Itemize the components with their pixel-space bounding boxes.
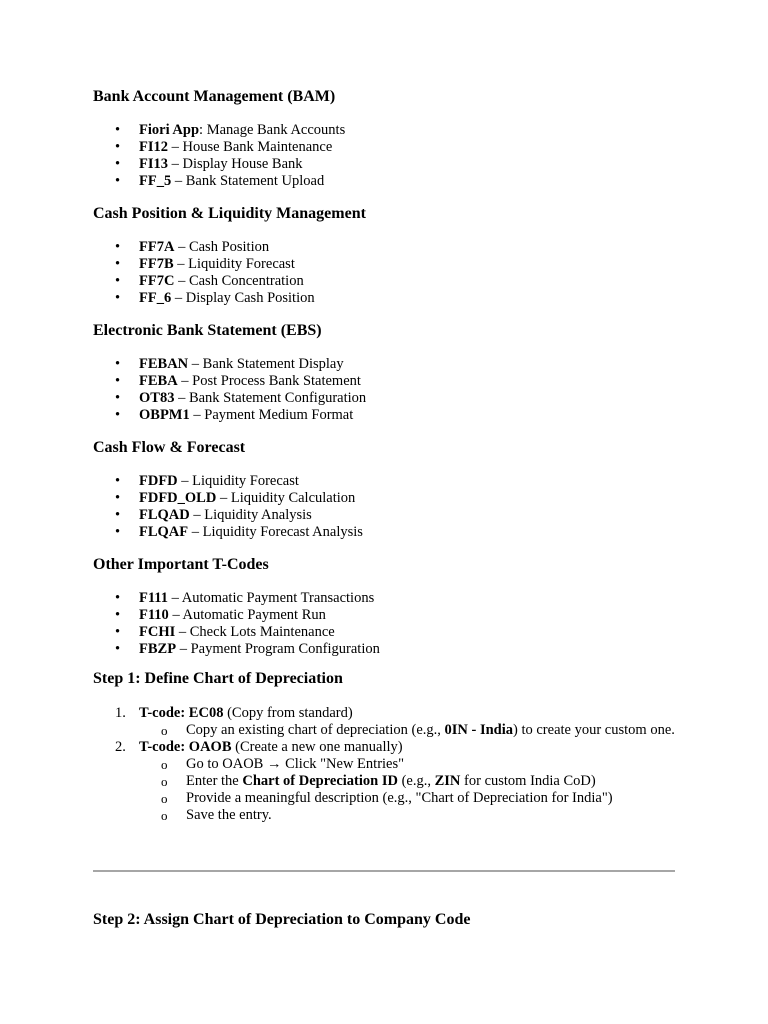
step-number: 1. [115, 705, 126, 721]
document-body [93, 86, 683, 824]
substep-text: 0IN - India [444, 722, 514, 738]
tcode: FBZP [139, 641, 177, 657]
substep-item [139, 773, 683, 790]
tcode: FF_6 [139, 290, 172, 306]
separator: – [171, 173, 186, 189]
step-item [93, 739, 683, 824]
separator: – [174, 390, 189, 406]
tcode: FF7B [139, 256, 174, 272]
step-note: (Create a new one manually) [231, 739, 403, 755]
list-item [93, 122, 683, 139]
list-item [93, 607, 683, 624]
step1-section [93, 668, 683, 824]
substep-text: Go to OAOB [186, 756, 267, 772]
bullet-icon: • [115, 239, 121, 255]
circle-bullet-icon: o [161, 774, 168, 789]
substep-text: Click "New Entries" [281, 756, 405, 772]
separator: : [199, 122, 207, 138]
list-item [93, 290, 683, 307]
bullet-icon: • [115, 173, 121, 189]
tcode-description: Liquidity Analysis [204, 507, 312, 523]
bullet-icon: • [115, 507, 121, 523]
bullet-icon: • [115, 473, 121, 489]
tcode: FI12 [139, 139, 168, 155]
tcode: FF7C [139, 273, 175, 289]
list-item [93, 373, 683, 390]
list-item [93, 590, 683, 607]
bullet-icon: • [115, 407, 121, 423]
bullet-icon: • [115, 290, 121, 306]
step1-heading: Step 1: Define Chart of Depreciation [93, 670, 343, 687]
separator: – [189, 407, 205, 423]
tcode-description: Manage Bank Accounts [206, 122, 346, 138]
step1-list [93, 705, 683, 824]
list-item [93, 390, 683, 407]
list-item [93, 139, 683, 156]
list-item [93, 156, 683, 173]
section-heading: Other Important T-Codes [93, 556, 269, 573]
tcode-description: Display House Bank [182, 156, 303, 172]
tcode: Fiori App [139, 122, 200, 138]
separator: – [174, 273, 189, 289]
step-tcode: T-code: OAOB [139, 739, 232, 755]
substep-text: (e.g., [397, 773, 435, 789]
tcode: F110 [139, 607, 169, 623]
step-item [93, 705, 683, 739]
tcode-description: Display Cash Position [185, 290, 315, 306]
tcode-description: Liquidity Forecast [188, 256, 295, 272]
bullet-icon: • [115, 641, 121, 657]
tcode-description: Payment Program Configuration [190, 641, 380, 657]
tcode: OBPM1 [139, 407, 190, 423]
tcode-sections [93, 86, 683, 658]
tcode-description: Post Process Bank Statement [192, 373, 361, 389]
tcode-description: Cash Concentration [188, 273, 304, 289]
list-item [93, 239, 683, 256]
tcode: FI13 [139, 156, 168, 172]
substep-text: for custom India CoD) [460, 773, 596, 789]
separator: – [168, 590, 182, 606]
section-heading: Bank Account Management (BAM) [93, 88, 336, 105]
bullet-icon: • [115, 122, 121, 138]
tcode-description: Check Lots Maintenance [189, 624, 335, 640]
substep-text: Enter the [186, 773, 243, 789]
bullet-icon: • [115, 139, 121, 155]
tcode: FEBA [139, 373, 178, 389]
bullet-icon: • [115, 624, 121, 640]
separator: – [173, 256, 189, 272]
list-item [93, 273, 683, 290]
tcode: F111 [139, 590, 169, 606]
tcode-description: Payment Medium Format [204, 407, 354, 423]
tcode: FCHI [139, 624, 176, 640]
list-item [93, 173, 683, 190]
substep-item [139, 807, 683, 824]
circle-bullet-icon: o [161, 723, 168, 738]
separator: – [188, 524, 203, 540]
separator: – [188, 356, 203, 372]
bullet-icon: • [115, 373, 121, 389]
list-item [93, 473, 683, 490]
bullet-icon: • [115, 356, 121, 372]
tcode-list [93, 356, 683, 424]
list-item [93, 356, 683, 373]
tcode-list [93, 590, 683, 658]
bullet-icon: • [115, 273, 121, 289]
bullet-icon: • [115, 607, 121, 623]
separator: – [168, 156, 183, 172]
separator: – [177, 473, 193, 489]
substep-list [139, 756, 683, 824]
tcode: FDFD_OLD [139, 490, 217, 506]
bullet-icon: • [115, 490, 121, 506]
substep-list [139, 722, 683, 739]
list-item [93, 641, 683, 658]
list-item [93, 256, 683, 273]
step-number: 2. [115, 739, 126, 755]
substep-item [139, 790, 683, 807]
list-item [93, 524, 683, 541]
separator: – [174, 239, 189, 255]
tcode-description: Bank Statement Display [202, 356, 344, 372]
substep-text: Provide a meaningful description (e.g., "Chart of Depreciation for India") [186, 790, 613, 806]
substep-text: ) to create your custom one. [513, 722, 675, 738]
tcode: FEBAN [139, 356, 189, 372]
separator: – [177, 373, 193, 389]
substep-item [139, 722, 683, 739]
separator: – [216, 490, 231, 506]
tcode-list [93, 122, 683, 190]
tcode: FF_5 [139, 173, 172, 189]
substep-text: Copy an existing chart of depreciation (e.g., [186, 722, 445, 738]
circle-bullet-icon: o [161, 757, 168, 772]
substep-text: ZIN [434, 773, 461, 789]
separator: – [168, 139, 183, 155]
section-heading: Cash Position & Liquidity Management [93, 205, 366, 222]
arrow-right-icon: → [266, 756, 282, 772]
circle-bullet-icon: o [161, 808, 168, 823]
step-note: (Copy from standard) [223, 705, 353, 721]
separator: – [176, 641, 191, 657]
tcode-description: Bank Statement Configuration [188, 390, 367, 406]
list-item [93, 407, 683, 424]
tcode: FLQAF [139, 524, 189, 540]
tcode: FLQAD [139, 507, 190, 523]
section-heading: Electronic Bank Statement (EBS) [93, 322, 322, 339]
bullet-icon: • [115, 256, 121, 272]
list-item [93, 624, 683, 641]
substep-text: Save the entry. [186, 807, 272, 823]
substep-text: Chart of Depreciation ID [242, 773, 398, 789]
list-item [93, 507, 683, 524]
bullet-icon: • [115, 524, 121, 540]
separator: – [189, 507, 205, 523]
bullet-icon: • [115, 156, 121, 172]
tcode-description: Bank Statement Upload [185, 173, 325, 189]
circle-bullet-icon: o [161, 791, 168, 806]
step-tcode: T-code: EC08 [139, 705, 224, 721]
horizontal-divider [93, 870, 675, 872]
separator: – [171, 290, 186, 306]
tcode-description: Liquidity Forecast Analysis [202, 524, 363, 540]
separator: – [168, 607, 183, 623]
tcode-list [93, 473, 683, 541]
tcode-description: House Bank Maintenance [182, 139, 333, 155]
bullet-icon: • [115, 390, 121, 406]
tcode-description: Automatic Payment Run [182, 607, 326, 623]
tcode: OT83 [139, 390, 175, 406]
tcode-description: Liquidity Calculation [230, 490, 356, 506]
substep-item [139, 756, 683, 773]
separator: – [175, 624, 190, 640]
tcode-description: Automatic Payment Transactions [181, 590, 375, 606]
tcode-description: Cash Position [188, 239, 270, 255]
tcode-list [93, 239, 683, 307]
list-item [93, 490, 683, 507]
tcode-description: Liquidity Forecast [192, 473, 299, 489]
tcode: FF7A [139, 239, 175, 255]
tcode: FDFD [139, 473, 178, 489]
bullet-icon: • [115, 590, 121, 606]
step2-heading: Step 2: Assign Chart of Depreciation to Company Code [93, 911, 471, 928]
section-heading: Cash Flow & Forecast [93, 439, 246, 456]
